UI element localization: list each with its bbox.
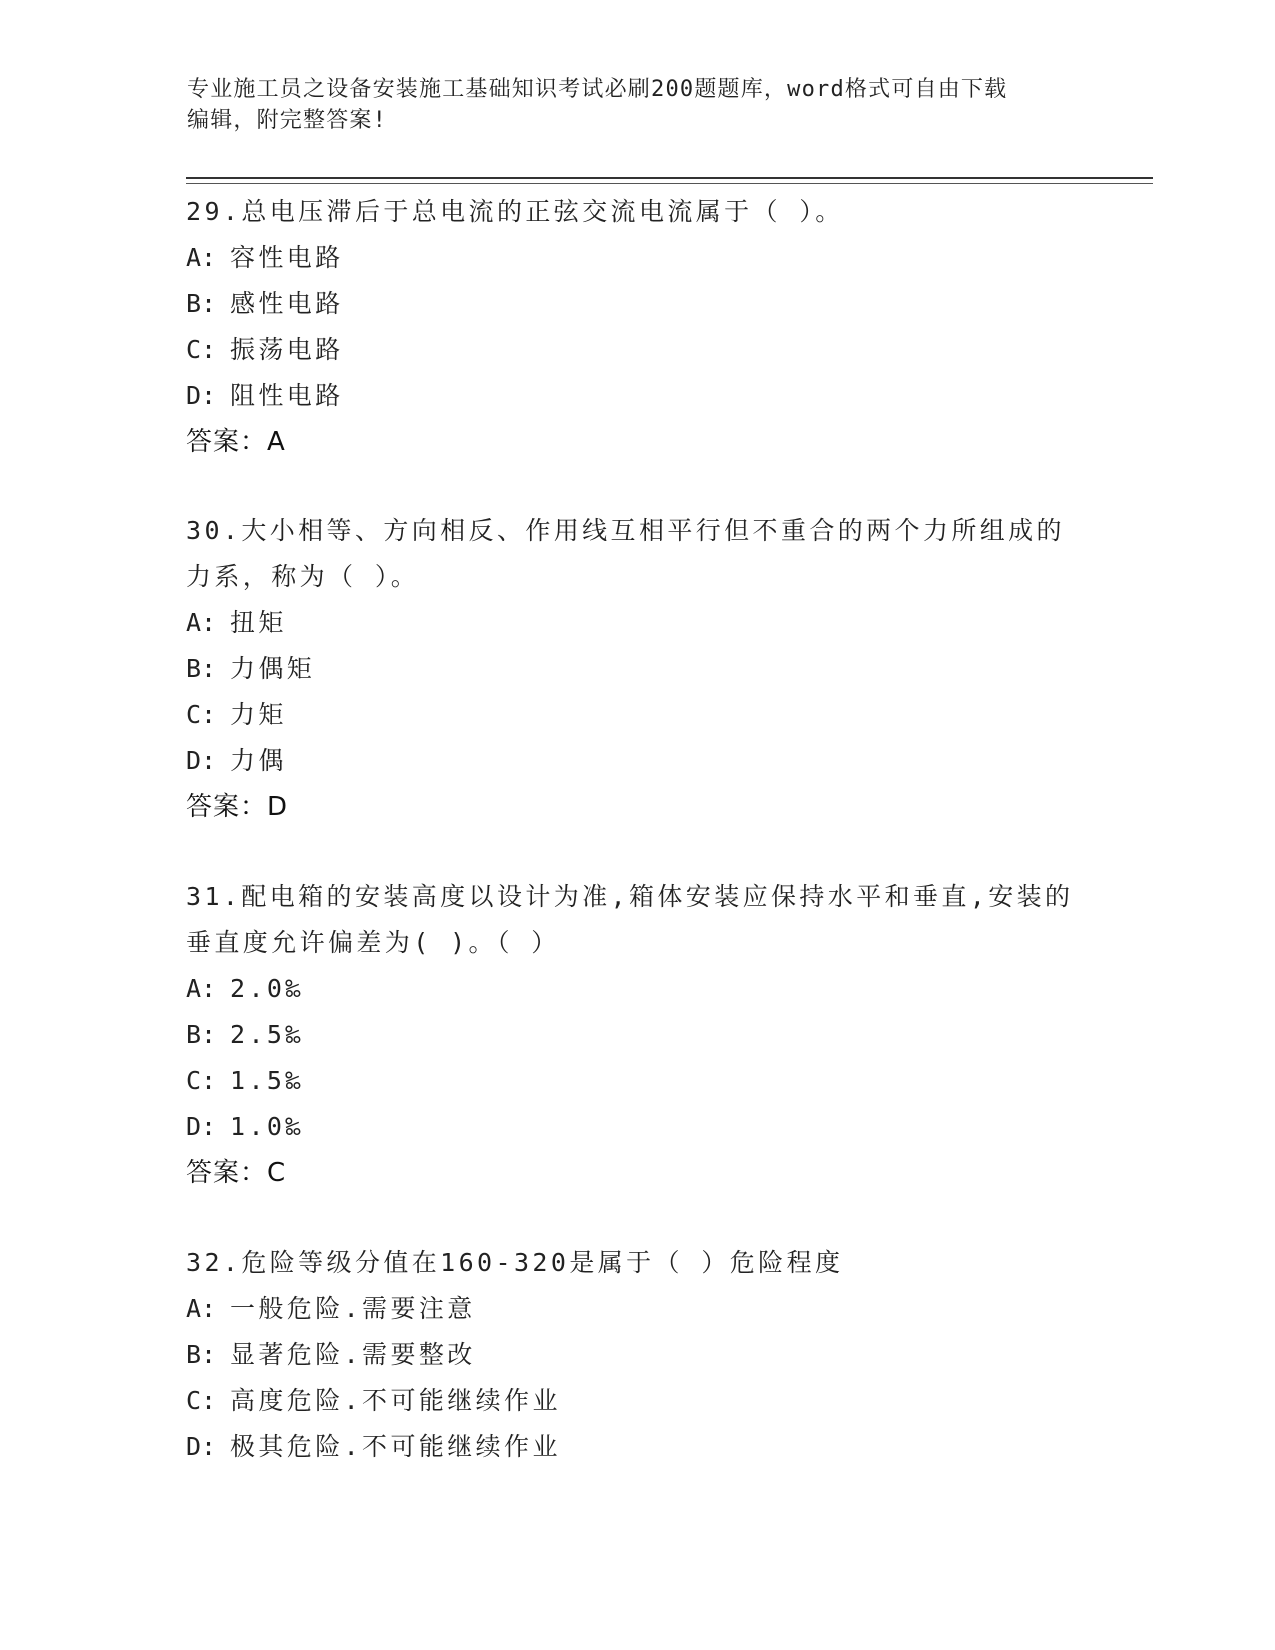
- document-header: [187, 74, 1067, 136]
- option-b: B: 2.5‰: [186, 1020, 304, 1049]
- question-31: [186, 874, 1086, 1196]
- option-b: B: 显著危险.需要整改: [186, 1340, 476, 1369]
- question-stem: 31.配电箱的安装高度以设计为准,箱体安装应保持水平和垂直,安装的: [186, 882, 1074, 911]
- option-b: B: 感性电路: [186, 289, 344, 318]
- option-a: A: 扭矩: [186, 608, 287, 637]
- header-line-2: 编辑，附完整答案!: [187, 108, 388, 133]
- question-stem-continued: 垂直度允许偏差为( )。（ ）: [186, 928, 560, 957]
- header-divider-thick: [186, 177, 1153, 179]
- option-c: C: 振荡电路: [186, 335, 344, 364]
- header-divider-thin: [186, 183, 1153, 184]
- question-29: [186, 189, 1086, 465]
- option-a: A: 2.0‰: [186, 974, 304, 1003]
- option-a: A: 容性电路: [186, 243, 344, 272]
- option-d: D: 力偶: [186, 746, 287, 775]
- question-stem: 29.总电压滞后于总电流的正弦交流电流属于（ ）。: [186, 197, 844, 226]
- option-d: D: 1.0‰: [186, 1112, 304, 1141]
- answer-line: 答案：C: [186, 1158, 287, 1188]
- option-a: A: 一般危险.需要注意: [186, 1294, 476, 1323]
- option-c: C: 力矩: [186, 700, 287, 729]
- option-d: D: 极其危险.不可能继续作业: [186, 1432, 561, 1461]
- question-stem: 30.大小相等、方向相反、作用线互相平行但不重合的两个力所组成的: [186, 516, 1065, 545]
- header-line-1: 专业施工员之设备安装施工基础知识考试必刷200题题库，word格式可自由下载: [187, 77, 1008, 102]
- option-c: C: 高度危险.不可能继续作业: [186, 1386, 561, 1415]
- question-stem: 32.危险等级分值在160-320是属于（ ）危险程度: [186, 1248, 844, 1277]
- answer-line: 答案：D: [186, 792, 289, 822]
- option-d: D: 阻性电路: [186, 381, 344, 410]
- question-30: [186, 508, 1086, 830]
- question-stem-continued: 力系，称为（ ）。: [186, 562, 420, 591]
- answer-line: 答案：A: [186, 427, 286, 457]
- question-32: [186, 1240, 1086, 1470]
- option-c: C: 1.5‰: [186, 1066, 304, 1095]
- option-b: B: 力偶矩: [186, 654, 316, 683]
